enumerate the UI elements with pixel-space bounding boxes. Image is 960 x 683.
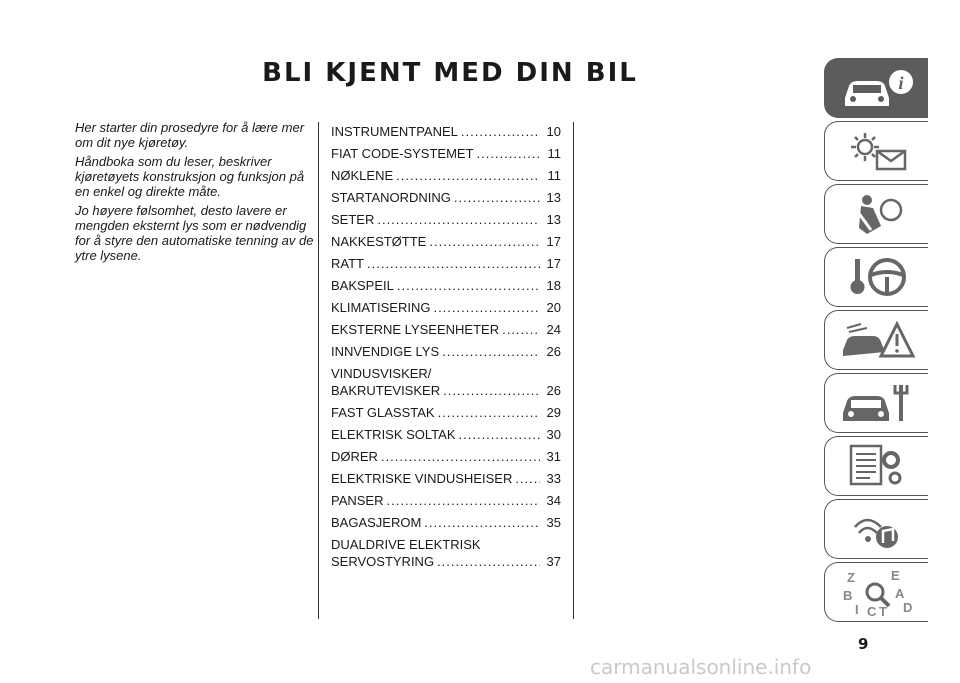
svg-text:I: I <box>854 602 859 617</box>
svg-text:B: B <box>842 588 852 603</box>
car-maintenance-icon <box>837 377 917 429</box>
car-info-icon <box>837 62 917 114</box>
intro-paragraph: Håndboka som du leser, beskriver kjøretøyets konstruksjon og funksjon på en enkel og direkte måte. <box>75 154 305 199</box>
toc-page: 17 <box>546 256 561 271</box>
toc-entry-klimatisering[interactable]: KLIMATISERING ..... 20 <box>331 299 561 316</box>
tab-maintenance[interactable] <box>824 373 928 433</box>
svg-text:i: i <box>897 73 904 93</box>
intro-paragraph: Jo høyere følsomhet, desto lavere er mengden eksternt lys som er nødvendig for å styre den automatiske tenning av de ytre lysene. <box>75 203 314 263</box>
intro-text <box>75 120 315 267</box>
toc-entry-elektrisk-soltak[interactable]: ELEKTRISK SOLTAK ..... 30 <box>331 426 561 443</box>
svg-text:C: C <box>866 604 876 618</box>
toc-entry-innvendige-lys[interactable]: INNVENDIGE LYS ..... 26 <box>331 343 561 360</box>
toc-entry-nakkestotte[interactable]: NAKKESTØTTE ..... 17 <box>331 233 561 250</box>
toc-page: 26 <box>546 383 561 398</box>
svg-text:D: D <box>902 600 912 615</box>
toc-entry-bagasjerom[interactable]: BAGASJEROM ..... 35 <box>331 514 561 531</box>
toc-entry-seter[interactable]: SETER ..... 13 <box>331 211 561 228</box>
toc-page: 11 <box>547 146 561 161</box>
page-title: BLI KJENT MED DIN BIL <box>262 58 638 88</box>
toc-entry-servostyring[interactable]: DUALDRIVE ELEKTRISK SERVOSTYRING ..... 37 <box>331 536 561 570</box>
column-divider <box>318 122 319 619</box>
svg-text:E: E <box>890 568 900 583</box>
toc-page: 13 <box>546 212 561 227</box>
toc-page: 33 <box>546 471 561 486</box>
page-number: 9 <box>858 635 869 653</box>
tab-index[interactable] <box>824 562 928 622</box>
toc-page: 18 <box>546 278 561 293</box>
intro-paragraph: Her starter din prosedyre for å lære mer om dit nye kjøretøy. <box>75 120 305 150</box>
toc-entry-vindusvisker[interactable]: VINDUSVISKER/ BAKRUTEVISKER ..... 26 <box>331 365 561 399</box>
alphabetical-index-icon <box>837 566 917 618</box>
toc-page: 17 <box>546 234 561 249</box>
toc-entry-dorer[interactable]: DØRER ..... 31 <box>331 448 561 465</box>
toc-entry-panser[interactable]: PANSER ..... 34 <box>331 492 561 509</box>
tab-safety[interactable] <box>824 184 928 244</box>
tab-start-driving[interactable] <box>824 247 928 307</box>
toc-page: 13 <box>546 190 561 205</box>
toc-page: 29 <box>546 405 561 420</box>
toc-entry-startanordning[interactable]: STARTANORDNING ..... 13 <box>331 189 561 206</box>
toc-entry-instrumentpanel[interactable]: INSTRUMENTPANEL ..... 10 <box>331 123 561 140</box>
toc-entry-noklene[interactable]: NØKLENE ..... 11 <box>331 167 561 184</box>
toc-entry-elektriske-vindusheiser[interactable]: ELEKTRISKE VINDUSHEISER ..... 33 <box>331 470 561 487</box>
toc-entry-bakspeil[interactable]: BAKSPEIL ..... 18 <box>331 277 561 294</box>
toc-entry-fast-glasstak[interactable]: FAST GLASSTAK ..... 29 <box>331 404 561 421</box>
toc-entry-eksterne-lyseenheter[interactable]: EKSTERNE LYSEENHETER ..... 24 <box>331 321 561 338</box>
steering-wheel-start-icon <box>837 251 917 303</box>
warning-lights-icon <box>837 125 917 177</box>
watermark: carmanualsonline.info <box>590 655 812 679</box>
table-of-contents <box>331 123 561 575</box>
tab-technical-data[interactable] <box>824 436 928 496</box>
airbag-safety-icon <box>837 188 917 240</box>
toc-page: 37 <box>546 554 561 569</box>
toc-entry-ratt[interactable]: RATT ..... 17 <box>331 255 561 272</box>
toc-page: 20 <box>546 300 561 315</box>
toc-page: 10 <box>546 124 561 139</box>
toc-page: 35 <box>546 515 561 530</box>
tab-emergency[interactable] <box>824 310 928 370</box>
toc-page: 30 <box>546 427 561 442</box>
tab-car-info[interactable] <box>824 58 928 118</box>
column-divider <box>573 122 574 619</box>
svg-text:T: T <box>878 604 887 618</box>
toc-entry-fiat-code[interactable]: FIAT CODE-SYSTEMET ..... 11 <box>331 145 561 162</box>
svg-text:A: A <box>894 586 904 601</box>
toc-page: 34 <box>546 493 561 508</box>
emergency-breakdown-icon <box>837 314 917 366</box>
technical-data-icon <box>837 440 917 492</box>
toc-page: 24 <box>546 322 561 337</box>
tab-multimedia[interactable] <box>824 499 928 559</box>
tab-warning-lights[interactable] <box>824 121 928 181</box>
chapter-tabs <box>824 58 928 625</box>
svg-text:Z: Z <box>846 570 855 585</box>
toc-page: 26 <box>546 344 561 359</box>
multimedia-icon <box>837 503 917 555</box>
toc-page: 11 <box>547 168 561 183</box>
toc-page: 31 <box>546 449 561 464</box>
